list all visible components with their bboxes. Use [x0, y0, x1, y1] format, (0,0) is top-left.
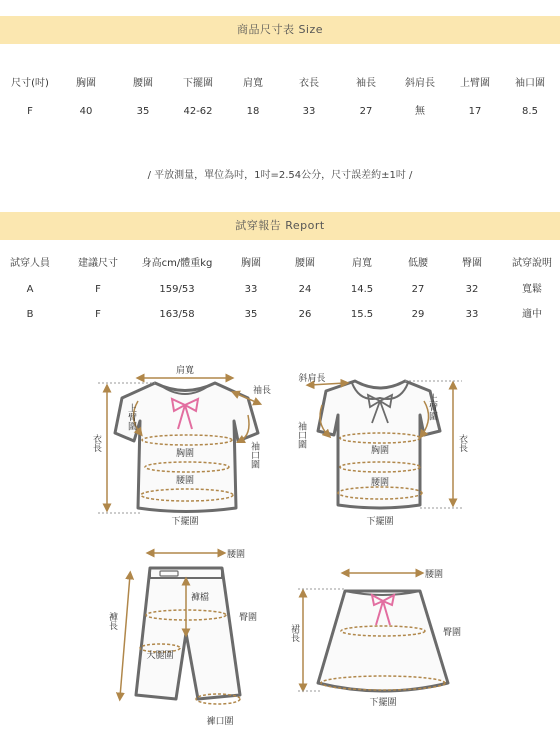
report-cell: 適中	[522, 309, 542, 320]
measurement-diagrams	[0, 343, 560, 743]
report-cell: 159/53	[159, 284, 195, 295]
size-table-header-row	[0, 76, 560, 92]
size-cell: F	[27, 106, 33, 117]
report-header-cell: 胸圍	[241, 258, 261, 269]
label-length: 褲長	[107, 612, 117, 630]
report-header-cell: 試穿說明	[512, 258, 552, 269]
label-length: 裙長	[289, 624, 299, 642]
size-table-row	[0, 104, 560, 120]
skirt-outline	[318, 591, 448, 691]
label-waist: 腰圍	[370, 478, 390, 488]
blouse-diagram	[296, 372, 468, 527]
report-header-cell: 試穿人員	[10, 258, 50, 269]
label-waist: 腰圍	[175, 476, 195, 486]
report-cell: 15.5	[350, 309, 374, 320]
size-cell: 18	[246, 106, 260, 117]
label-thigh: 大腿圍	[146, 651, 174, 661]
report-header-cell: 身高cm/體重kg	[141, 258, 213, 269]
pants-outline	[136, 568, 240, 699]
label-length: 衣長	[457, 434, 467, 452]
report-cell: 27	[411, 284, 425, 295]
report-cell: 26	[298, 309, 312, 320]
size-header-cell: 袖長	[356, 78, 376, 89]
size-table-banner: 商品尺寸表 Size	[0, 16, 560, 44]
size-cell: 42-62	[183, 106, 213, 117]
report-cell: 24	[298, 284, 312, 295]
size-cell: 8.5	[522, 106, 538, 117]
size-header-cell: 衣長	[299, 78, 319, 89]
report-header-cell: 建議尺寸	[78, 258, 118, 269]
size-header-cell: 胸圍	[76, 78, 96, 89]
report-banner: 試穿報告 Report	[0, 212, 560, 240]
label-chest: 胸圍	[175, 449, 195, 459]
report-cell: F	[95, 309, 101, 320]
label-length: 衣長	[91, 434, 101, 452]
report-cell: 寬鬆	[522, 284, 542, 295]
label-shoulder: 肩寬	[175, 366, 195, 376]
size-cell: 40	[79, 106, 93, 117]
report-cell: A	[26, 284, 34, 295]
size-cell: 35	[136, 106, 150, 117]
label-rise: 褲檔	[190, 593, 210, 603]
label-hip: 臀圍	[442, 628, 462, 638]
label-cuff: 褲口圍	[206, 717, 234, 727]
size-cell: 27	[359, 106, 373, 117]
size-cell: 17	[468, 106, 482, 117]
size-header-cell: 下擺圍	[183, 78, 213, 89]
report-header-cell: 臀圍	[462, 258, 482, 269]
label-hem: 下擺圍	[369, 698, 397, 708]
size-header-cell: 肩寬	[243, 78, 263, 89]
report-cell: 33	[244, 284, 258, 295]
label-hem: 下擺圍	[171, 517, 199, 527]
size-header-cell: 腰圍	[133, 78, 153, 89]
label-waist: 腰圍	[424, 570, 444, 580]
label-cuff: 袖口圍	[296, 421, 306, 449]
measurement-note: / 平放測量，單位為吋，1吋=2.54公分，尺寸誤差約±1吋 /	[147, 170, 413, 181]
tshirt-diagram	[91, 364, 271, 527]
size-cell: 33	[302, 106, 316, 117]
report-header-row	[0, 256, 560, 272]
report-header-cell: 腰圍	[295, 258, 315, 269]
label-cuff: 袖口圍	[249, 441, 259, 469]
label-upper-arm: 上臂圍	[126, 403, 136, 431]
size-header-cell: 上臂圍	[460, 78, 490, 89]
report-cell: 32	[465, 284, 479, 295]
label-hem: 下擺圍	[366, 517, 394, 527]
size-header-cell: 斜肩長	[405, 78, 435, 89]
report-cell: 14.5	[350, 284, 374, 295]
report-cell: F	[95, 284, 101, 295]
label-waist: 腰圍	[226, 550, 246, 560]
report-cell: 33	[465, 309, 479, 320]
report-cell: B	[26, 309, 34, 320]
report-header-cell: 低腰	[408, 258, 428, 269]
label-upper-arm: 上臂圍	[427, 393, 437, 421]
report-header-cell: 肩寬	[352, 258, 372, 269]
skirt-diagram	[289, 569, 461, 708]
report-row	[0, 282, 560, 298]
report-cell: 163/58	[159, 309, 195, 320]
size-header-cell: 尺寸(吋)	[11, 78, 49, 89]
label-chest: 胸圍	[370, 446, 390, 456]
label-sleeve: 袖長	[252, 386, 272, 396]
report-cell: 35	[244, 309, 258, 320]
report-cell: 29	[411, 309, 425, 320]
label-hip: 臀圍	[238, 613, 258, 623]
size-cell: 無	[415, 106, 425, 117]
report-row	[0, 307, 560, 323]
label-slant-shoulder: 斜肩長	[298, 374, 326, 384]
size-header-cell: 袖口圍	[515, 78, 545, 89]
pants-diagram	[107, 549, 257, 727]
